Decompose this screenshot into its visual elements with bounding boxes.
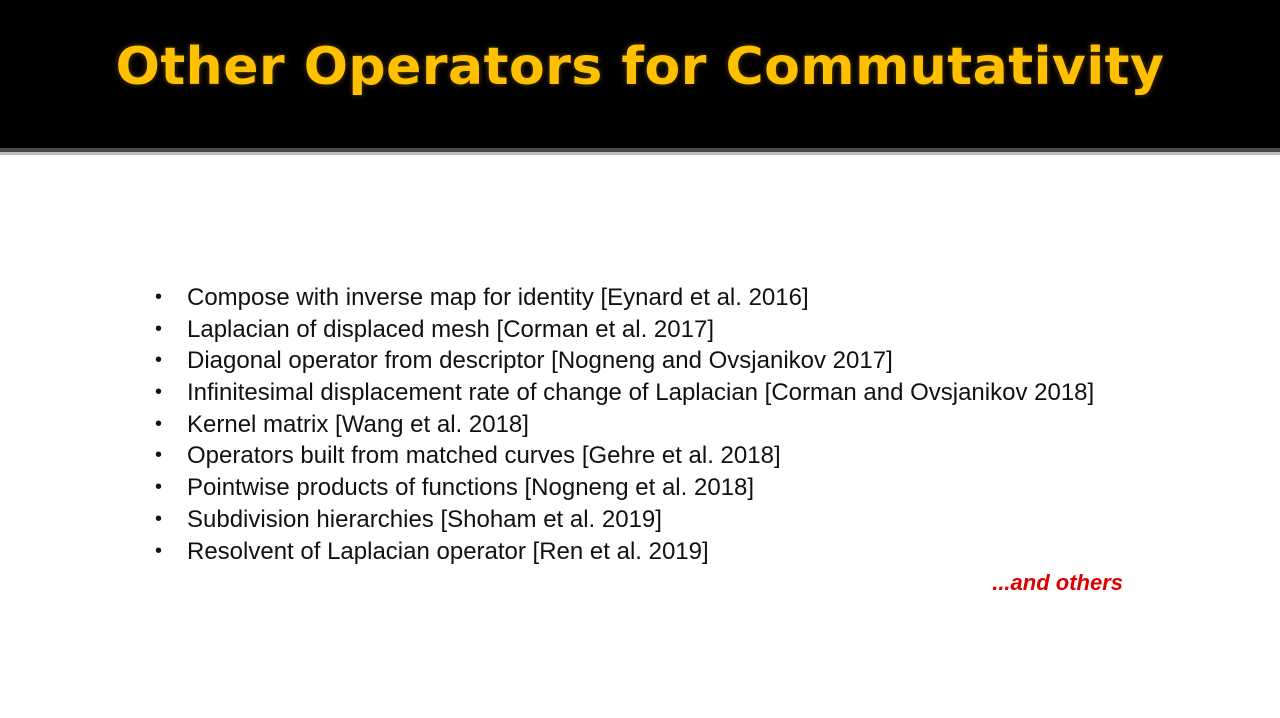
bullet-text: Laplacian of displaced mesh [Corman et al. 2017] (187, 315, 714, 343)
bullet-item (155, 377, 1155, 409)
bullet-icon: • (155, 412, 163, 435)
bullet-text: Pointwise products of functions [Nogneng et al. 2018] (187, 474, 755, 502)
bullet-icon: • (155, 444, 163, 467)
bullet-item (155, 472, 1155, 504)
bullet-item (155, 536, 1155, 568)
bullet-item (155, 440, 1155, 472)
bullet-item (155, 345, 1155, 377)
and-others-note: ...and others (992, 570, 1123, 595)
bullet-text: Subdivision hierarchies [Shoham et al. 2019] (187, 505, 662, 533)
bullet-text: Operators built from matched curves [Gehre et al. 2018] (187, 442, 781, 470)
bullet-text: Kernel matrix [Wang et al. 2018] (187, 410, 529, 438)
bullet-text: Resolvent of Laplacian operator [Ren et al. 2019] (187, 537, 709, 565)
bullet-list (155, 282, 1155, 567)
bullet-icon: • (155, 381, 163, 404)
bullet-icon: • (155, 507, 163, 530)
bullet-text: Diagonal operator from descriptor [Nogneng and Ovsjanikov 2017] (187, 347, 893, 375)
bullet-icon: • (155, 476, 163, 499)
bullet-item (155, 504, 1155, 536)
bullet-text: Compose with inverse map for identity [Eynard et al. 2016] (187, 284, 809, 311)
bullet-icon: • (155, 539, 163, 562)
bullet-icon: • (155, 349, 163, 372)
bullet-icon: • (155, 317, 163, 340)
bullet-item (155, 314, 1155, 346)
slide-title: Other Operators for Commutativity (115, 37, 1165, 97)
bullet-item (155, 409, 1155, 441)
bullet-icon: • (155, 286, 163, 308)
bullet-item (155, 282, 1155, 314)
bullet-text: Infinitesimal displacement rate of change of Laplacian [Corman and Ovsjanikov 2018] (187, 379, 1095, 407)
title-bar (0, 0, 1280, 148)
title-divider-light (0, 152, 1280, 155)
